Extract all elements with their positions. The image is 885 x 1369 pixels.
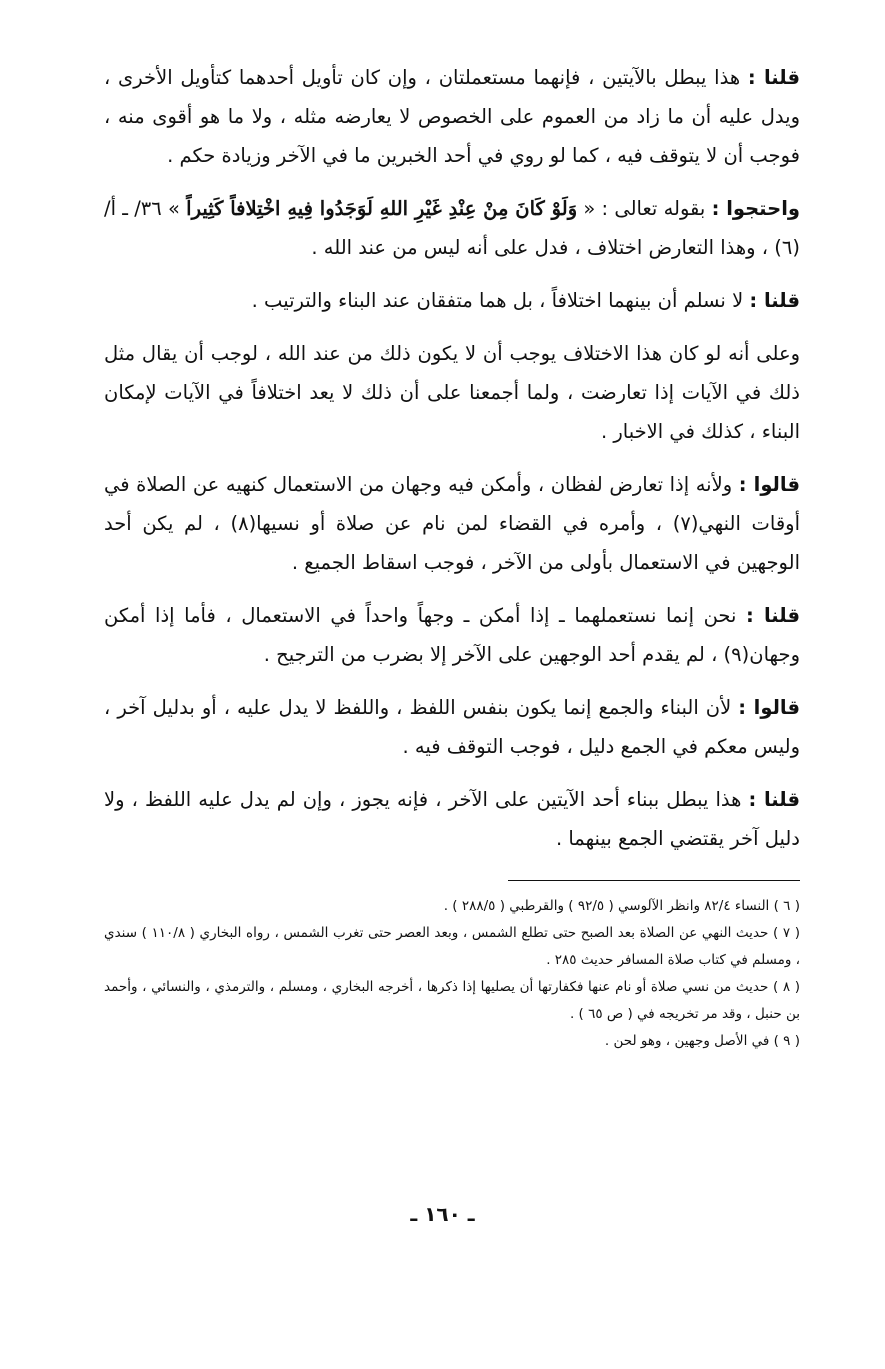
- paragraph-objection-1: [104, 465, 800, 582]
- lead-word: قالوا :: [738, 473, 800, 496]
- footnote-6: ( ٦ ) النساء ٨٢/٤ وانظر الآلوسي ( ٩٢/٥ ) والقرطبي ( ٢٨٨/٥ ) .: [443, 898, 800, 914]
- paragraph-text: هذا يبطل بالآيتين ، فإنهما مستعملتان ، وإن كان تأويل أحدهما كتأويل الأخرى ، ويدل عليه أن ما زاد من العموم على الخصوص لا يعارضه مثله ، ولا ما هو أقوى منه ، فوجب أن لا يتوقف فيه ، كما لو روي في أحد الخبرين ما في الآخر وزيادة حكم .: [104, 66, 800, 167]
- footnotes: [104, 893, 800, 1055]
- paragraph-text: » ٣٦/ ـ أ/ (٦) ، وهذا التعارض اختلاف ، فدل على أنه ليس من عند الله .: [104, 197, 800, 259]
- lead-word: قلنا :: [747, 66, 800, 89]
- lead-word: قلنا :: [748, 788, 800, 811]
- paragraph-argument-quran: [104, 189, 800, 267]
- lead-word: واحتجوا :: [711, 197, 800, 220]
- footnote-8: ( ٨ ) حديث من نسي صلاة أو نام عنها فكفارتها أن يصليها إذا ذكرها ، أخرجه البخاري ، ومسلم ، والترمذي ، والنسائي ، وأحمد بن حنبل ، وقد مر تخريجه في ( ص ٦٥ ) .: [104, 979, 800, 1022]
- page-body: [104, 58, 800, 1055]
- lead-word: قلنا :: [746, 604, 800, 627]
- paragraph-reply-4: [104, 780, 800, 858]
- paragraph-text: وعلى أنه لو كان هذا الاختلاف يوجب أن لا يكون ذلك من عند الله ، لوجب أن يقال مثل ذلك في الآيات إذا تعارضت ، ولما أجمعنا على أن ذلك لا يعد اختلافاً في الآيات لإمكان البناء ، كذلك في الاخبار .: [104, 342, 800, 443]
- paragraph-reply-2: [104, 281, 800, 320]
- paragraph-text: لا نسلم أن بينهما اختلافاً ، بل هما متفقان عند البناء والترتيب .: [251, 289, 750, 312]
- page-number: ـ ١٦٠ ـ: [410, 1202, 475, 1226]
- paragraph-continuation: [104, 334, 800, 451]
- quran-verse: وَلَوْ كَانَ مِنْ عِنْدِ غَيْرِ اللهِ لَوَجَدُوا فِيهِ اخْتِلافاً كَثِيراً: [186, 197, 578, 220]
- paragraph-text: بقوله تعالى : «: [577, 197, 712, 220]
- lead-word: قلنا :: [749, 289, 800, 312]
- paragraph-text: نحن إنما نستعملهما ـ إذا أمكن ـ وجهاً واحداً في الاستعمال ، فأما إذا أمكن وجهان(٩) ، لم يقدم أحد الوجهين على الآخر إلا بضرب من الترجيح .: [104, 604, 800, 666]
- paragraph-text: هذا يبطل ببناء أحد الآيتين على الآخر ، فإنه يجوز ، وإن لم يدل عليه اللفظ ، ولا دليل آخر يقتضي الجمع بينهما .: [104, 788, 800, 850]
- paragraph-text: لأن البناء والجمع إنما يكون بنفس اللفظ ، واللفظ لا يدل عليه ، أو بدليل آخر ، وليس معكم في الجمع دليل ، فوجب التوقف فيه .: [104, 696, 800, 758]
- footnote-separator: [508, 880, 800, 881]
- footnote-9: ( ٩ ) في الأصل وجهين ، وهو لحن .: [604, 1033, 800, 1049]
- paragraph-reply-1: [104, 58, 800, 175]
- lead-word: قالوا :: [738, 696, 800, 719]
- paragraph-objection-2: [104, 688, 800, 766]
- paragraph-reply-3: [104, 596, 800, 674]
- footnote-7: ( ٧ ) حديث النهي عن الصلاة بعد الصبح حتى تطلع الشمس ، وبعد العصر حتى تغرب الشمس ، رواه البخاري ( ١١٠/٨ ) سندي ، ومسلم في كتاب صلاة المسافر حديث ٢٨٥ .: [104, 925, 800, 968]
- paragraph-text: ولأنه إذا تعارض لفظان ، وأمكن فيه وجهان من الاستعمال كنهيه عن الصلاة في أوقات النهي(٧) ، وأمره في القضاء لمن نام عن صلاة أو نسيها(٨) ، لم يكن أحد الوجهين في الاستعمال بأولى من الآخر ، فوجب اسقاط الجميع .: [104, 473, 800, 574]
